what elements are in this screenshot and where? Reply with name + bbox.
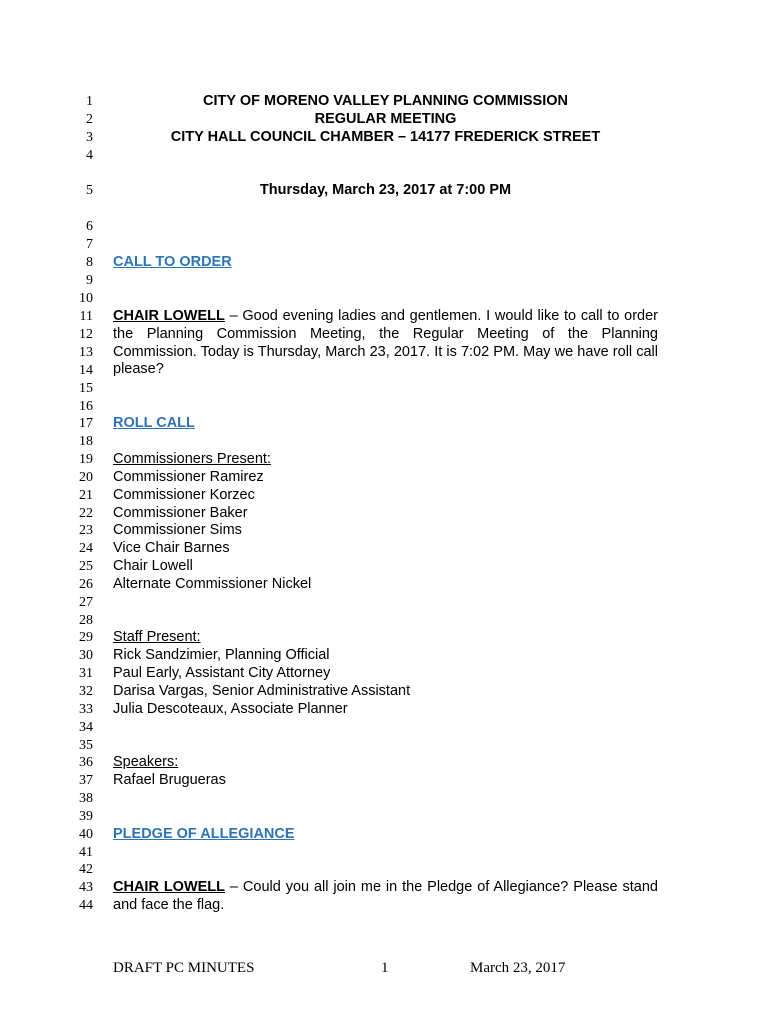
list-item: Darisa Vargas, Senior Administrative Assistant [113,683,411,699]
line-number: 34 [79,720,93,735]
list-item: Commissioner Ramirez [113,469,264,485]
list-item: Commissioner Sims [113,522,242,538]
line-number: 28 [79,613,93,628]
line-number: 6 [86,219,93,234]
line-number: 19 [79,452,93,467]
line-number: 40 [79,827,93,842]
list-item: Alternate Commissioner Nickel [113,576,312,592]
line-number: 39 [79,809,93,824]
line-number: 26 [79,577,93,592]
line-number: 22 [79,506,93,521]
line-number: 17 [79,416,93,431]
meeting-date: Thursday, March 23, 2017 at 7:00 PM [259,182,512,198]
line-number: 12 [79,327,93,342]
speech-text: – Could you all join me in the Pledge of Allegiance? Please stand and face the flag. [113,879,658,913]
footer-label: DRAFT PC MINUTES [113,960,255,976]
line-number: 27 [79,595,93,610]
line-number: 38 [79,791,93,806]
label-text: Speakers: [113,754,179,770]
list-item: Rafael Brugueras [113,772,226,788]
footer-date: March 23, 2017 [470,960,566,976]
section-heading-roll-call [113,415,658,433]
line-number: 5 [86,183,93,198]
line-number: 14 [79,363,93,378]
speakers-label [113,754,658,772]
line-number: 2 [86,112,93,127]
list-item: Commissioner Korzec [113,487,255,503]
section-heading-text: ROLL CALL [113,415,195,431]
line-number: 8 [86,255,93,270]
line-number: 16 [79,399,93,414]
line-number: 15 [79,381,93,396]
line-number: 23 [79,523,93,538]
line-number: 7 [86,237,93,252]
line-number: 24 [79,541,93,556]
list-item: Vice Chair Barnes [113,540,230,556]
list-item: Julia Descoteaux, Associate Planner [113,701,348,717]
line-number: 36 [79,755,93,770]
speaker-name: CHAIR LOWELL [113,308,225,324]
line-number: 31 [79,666,93,681]
label-text: Commissioners Present: [113,451,271,467]
line-number: 9 [86,273,93,288]
line-number: 4 [86,148,93,163]
line-number: 43 [79,880,93,895]
section-heading-pledge [113,826,658,844]
line-number: 21 [79,488,93,503]
line-number: 1 [86,94,93,109]
line-number: 29 [79,630,93,645]
staff-label [113,629,658,647]
speech-text: – Good evening ladies and gentlemen. I would like to call to order the Planning Commission Meeting, the Regular Meeting of the Planning Commission. Today is Thursday, March 23, 2017. It is 7:02 PM. May we have roll call please? [113,308,658,378]
line-number: 10 [79,291,93,306]
section-heading-text: PLEDGE OF ALLEGIANCE [113,826,295,842]
line-number: 41 [79,845,93,860]
line-number: 44 [79,898,93,913]
line-number: 33 [79,702,93,717]
line-number: 18 [79,434,93,449]
line-number: 11 [79,309,93,324]
list-item: Rick Sandzimier, Planning Official [113,647,330,663]
line-number: 3 [86,130,93,145]
list-item: Chair Lowell [113,558,193,574]
line-number: 42 [79,862,93,877]
line-number: 37 [79,773,93,788]
line-number: 25 [79,559,93,574]
meeting-location: CITY HALL COUNCIL CHAMBER – 14177 FREDERICK STREET [170,129,601,145]
line-number: 20 [79,470,93,485]
line-number: 13 [79,345,93,360]
list-item: Paul Early, Assistant City Attorney [113,665,331,681]
pledge-paragraph [113,879,658,915]
call-to-order-paragraph [113,308,658,379]
line-number: 35 [79,738,93,753]
document-title: CITY OF MORENO VALLEY PLANNING COMMISSION [203,93,568,109]
meeting-type: REGULAR MEETING [314,111,457,127]
line-number: 32 [79,684,93,699]
speaker-name: CHAIR LOWELL [113,879,226,895]
label-text: Staff Present: [113,629,201,645]
page-number: 1 [381,960,389,976]
commissioners-label [113,451,658,469]
list-item: Commissioner Baker [113,505,248,521]
line-number: 30 [79,648,93,663]
section-heading-call-to-order [113,254,658,272]
section-heading-text: CALL TO ORDER [113,254,232,270]
